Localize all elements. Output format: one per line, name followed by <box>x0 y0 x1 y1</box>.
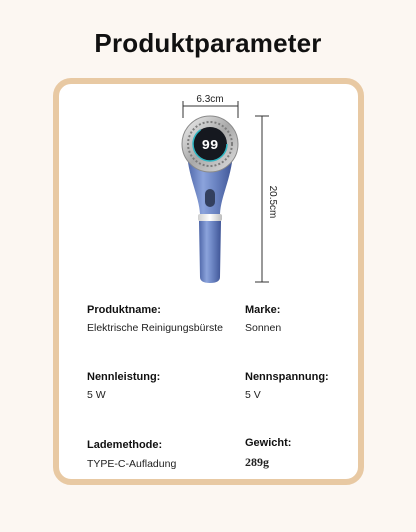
weight-label: Gewicht: <box>245 437 292 449</box>
charging-value: TYPE-C-Aufladung <box>87 458 177 470</box>
product-diagram <box>59 84 370 299</box>
display-readout: 99 <box>201 138 219 154</box>
product-name-label: Produktname: <box>87 304 161 316</box>
parameter-card <box>53 78 364 485</box>
width-dimension <box>183 94 238 118</box>
power-button-icon <box>205 189 215 207</box>
height-label: 20.5cm <box>267 185 278 219</box>
product-name-value: Elektrische Reinigungsbürste <box>87 322 223 334</box>
height-dimension <box>255 116 278 282</box>
page-title: Produktparameter <box>94 28 322 58</box>
power-label: Nennleistung: <box>87 371 161 383</box>
charging-label: Lademethode: <box>87 439 163 451</box>
brand-value: Sonnen <box>245 322 282 334</box>
weight-value: 289g <box>245 455 269 469</box>
brush-device-image <box>182 116 238 283</box>
voltage-value: 5 V <box>245 389 261 401</box>
power-value: 5 W <box>87 389 106 401</box>
width-label: 6.3cm <box>196 94 224 105</box>
brand-label: Marke: <box>245 304 281 316</box>
voltage-label: Nennspannung: <box>245 371 329 383</box>
